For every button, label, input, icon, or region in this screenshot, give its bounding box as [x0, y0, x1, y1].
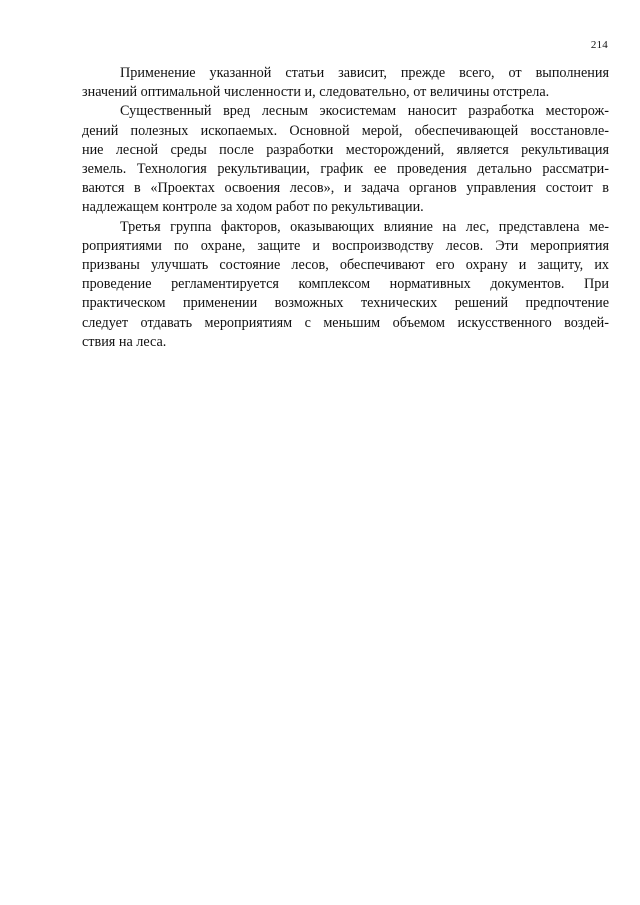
paragraph-2	[82, 102, 609, 217]
page-number: 214	[590, 39, 608, 51]
text-line: следует отдавать мероприятиям с меньшим объемом искусственного воздей-	[82, 314, 609, 331]
text-line: дений полезных ископаемых. Основной мерой, обеспечивающей восстановле-	[82, 122, 609, 139]
text-line: Применение указанной статьи зависит, прежде всего, от выполнения	[120, 65, 609, 81]
text-line: призваны улучшать состояние лесов, обеспечивают его охрану и защиту, их	[82, 257, 609, 274]
text-line: значений оптимальной численности и, следовательно, от величины отстрела.	[82, 84, 550, 101]
text-line: ваются в «Проектах освоения лесов», и задача органов управления состоит в	[82, 180, 609, 197]
text-line: проведение регламентируется комплексом нормативных документов. При	[82, 276, 609, 293]
document-body	[82, 64, 609, 352]
text-line: Третья группа факторов, оказывающих влияние на лес, представлена ме-	[120, 218, 609, 235]
text-line: надлежащем контроле за ходом работ по рекультивации.	[82, 199, 424, 216]
text-line: земель. Технология рекультивации, график ее проведения детально рассматри-	[82, 161, 609, 178]
text-line: Существенный вред лесным экосистемам наносит разработка месторож-	[120, 103, 609, 120]
text-line: ние лесной среды после разработки месторождений, является рекультивация	[82, 141, 609, 158]
paragraph-1	[82, 64, 609, 102]
text-line: ствия на леса.	[82, 333, 167, 350]
paragraph-3	[82, 218, 609, 352]
text-line: практическом применении возможных технических решений предпочтение	[82, 295, 609, 312]
text-line: роприятиями по охране, защите и воспроизводству лесов. Эти мероприятия	[82, 237, 609, 254]
